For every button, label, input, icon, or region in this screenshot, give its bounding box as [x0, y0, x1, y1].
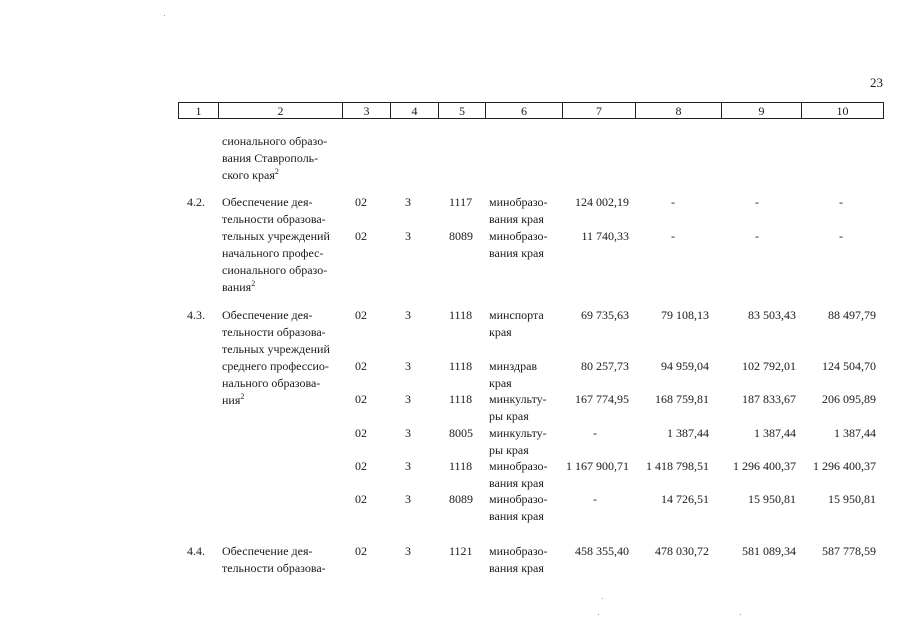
cell-col-8: 168 759,81	[655, 392, 709, 406]
page-number: 23	[870, 75, 883, 90]
cell-col-6	[489, 458, 569, 492]
cell-col-6	[489, 543, 569, 577]
cell-col-9: 102 792,01	[742, 359, 796, 373]
cell-col-10: 587 778,59	[822, 544, 876, 558]
cell-col-3: 02	[355, 544, 367, 558]
cell-col-9: 581 089,34	[742, 544, 796, 558]
cell-col-5: 1118	[449, 459, 473, 473]
dept-line: вания края	[489, 561, 544, 575]
cell-col-7: 11 740,33	[581, 229, 629, 243]
dept-line: минобразо-	[489, 492, 548, 506]
cell-col-7: 124 002,19	[575, 195, 629, 209]
scan-speck	[164, 15, 165, 16]
text-line: тельных учреждений	[222, 229, 330, 243]
section-number: 4.4.	[187, 544, 205, 558]
text-line: ского края$^2$	[222, 167, 279, 182]
text-line: Обеспечение дея-	[222, 195, 313, 209]
cell-col-6	[489, 307, 569, 341]
dept-line: минобразо-	[489, 459, 548, 473]
dept-line: минкульту-	[489, 392, 547, 406]
dept-line: ры края	[489, 409, 529, 423]
cell-col-8: 79 108,13	[661, 308, 709, 322]
cell-col-5: 8089	[449, 229, 473, 243]
cell-col-9: 187 833,67	[742, 392, 796, 406]
cell-col-10: 206 095,89	[822, 392, 876, 406]
cell-col-6	[489, 358, 569, 392]
cell-col-7: -	[593, 492, 597, 506]
dept-line: минобразо-	[489, 229, 548, 243]
cell-col-10: 1 387,44	[834, 426, 876, 440]
text-line: вания$^2$	[222, 279, 256, 294]
cell-col-5: 1117	[449, 195, 473, 209]
text-line: вания Ставрополь-	[222, 151, 319, 165]
header-col-2: 2	[219, 103, 343, 119]
header-col-5: 5	[439, 103, 486, 119]
cell-col-7: 167 774,95	[575, 392, 629, 406]
cell-col-4: 3	[405, 544, 411, 558]
text-line: Обеспечение дея-	[222, 308, 313, 322]
cell-col-6	[489, 194, 569, 228]
cell-col-3: 02	[355, 359, 367, 373]
cell-col-10: 15 950,81	[828, 492, 876, 506]
cell-col-8: 1 387,44	[667, 426, 709, 440]
dept-line: минспорта	[489, 308, 544, 322]
cell-col-7: 458 355,40	[575, 544, 629, 558]
section-number: 4.2.	[187, 195, 205, 209]
cell-col-8: -	[671, 195, 675, 209]
scan-speck	[598, 614, 599, 615]
cell-col-4: 3	[405, 195, 411, 209]
dept-line: вания края	[489, 476, 544, 490]
cell-col-9: 83 503,43	[748, 308, 796, 322]
dept-line: вания края	[489, 212, 544, 226]
cell-col-8: 94 959,04	[661, 359, 709, 373]
cell-col-7: -	[593, 426, 597, 440]
cell-col-9: 15 950,81	[748, 492, 796, 506]
dept-line: вания края	[489, 509, 544, 523]
header-col-6: 6	[486, 103, 563, 119]
dept-line: края	[489, 376, 512, 390]
cell-col-8: 1 418 798,51	[646, 459, 709, 473]
cell-col-3: 02	[355, 308, 367, 322]
cell-col-6	[489, 228, 569, 262]
dept-line: минобразо-	[489, 544, 548, 558]
cell-col-5: 1118	[449, 359, 473, 373]
section-description	[222, 307, 340, 409]
text-line: ния$^2$	[222, 392, 245, 407]
dept-line: минобразо-	[489, 195, 548, 209]
cell-col-4: 3	[405, 392, 411, 406]
section-description	[222, 543, 340, 577]
cell-col-10: -	[839, 229, 843, 243]
header-col-9: 9	[722, 103, 802, 119]
cell-col-5: 1121	[449, 544, 473, 558]
text-line: нального образова-	[222, 376, 321, 390]
cell-col-4: 3	[405, 359, 411, 373]
cell-col-3: 02	[355, 392, 367, 406]
cell-col-10: 124 504,70	[822, 359, 876, 373]
cell-col-7: 69 735,63	[581, 308, 629, 322]
cell-col-4: 3	[405, 459, 411, 473]
cell-col-7: 1 167 900,71	[566, 459, 629, 473]
cell-col-5: 1118	[449, 308, 473, 322]
cell-col-4: 3	[405, 492, 411, 506]
text-line: начального профес-	[222, 246, 324, 260]
cell-col-10: -	[839, 195, 843, 209]
header-col-8: 8	[636, 103, 722, 119]
dept-line: ры края	[489, 443, 529, 457]
cell-col-4: 3	[405, 426, 411, 440]
column-number-header	[178, 102, 884, 119]
cell-col-10: 1 296 400,37	[813, 459, 876, 473]
cell-col-3: 02	[355, 195, 367, 209]
header-col-10: 10	[802, 103, 884, 119]
cell-col-9: -	[755, 229, 759, 243]
text-line: тельных учреждений	[222, 342, 330, 356]
cell-col-5: 8089	[449, 492, 473, 506]
section-description	[222, 194, 340, 296]
cell-col-8: 14 726,51	[661, 492, 709, 506]
cell-col-8: -	[671, 229, 675, 243]
cell-col-6	[489, 491, 569, 525]
cell-col-6	[489, 391, 569, 425]
header-col-3: 3	[343, 103, 391, 119]
cell-col-9: 1 296 400,37	[733, 459, 796, 473]
header-col-7: 7	[563, 103, 636, 119]
section-number: 4.3.	[187, 308, 205, 322]
text-line: среднего профессио-	[222, 359, 329, 373]
dept-line: вания края	[489, 246, 544, 260]
text-line: тельности образова-	[222, 325, 326, 339]
cell-col-5: 1118	[449, 392, 473, 406]
cell-col-6	[489, 425, 569, 459]
cell-col-3: 02	[355, 426, 367, 440]
cell-col-5: 8005	[449, 426, 473, 440]
text-line: сионального образо-	[222, 263, 328, 277]
header-col-4: 4	[391, 103, 439, 119]
dept-line: минкульту-	[489, 426, 547, 440]
cell-col-3: 02	[355, 459, 367, 473]
text-line: Обеспечение дея-	[222, 544, 313, 558]
cell-col-4: 3	[405, 229, 411, 243]
cell-col-4: 3	[405, 308, 411, 322]
scan-speck	[740, 614, 741, 615]
text-line: тельности образова-	[222, 561, 326, 575]
cell-col-3: 02	[355, 492, 367, 506]
cell-col-9: -	[755, 195, 759, 209]
cell-col-8: 478 030,72	[655, 544, 709, 558]
cell-col-10: 88 497,79	[828, 308, 876, 322]
header-col-1: 1	[179, 103, 219, 119]
dept-line: минздрав	[489, 359, 538, 373]
text-line: сионального образо-	[222, 134, 328, 148]
cell-col-7: 80 257,73	[581, 359, 629, 373]
scan-speck	[602, 598, 603, 599]
text-line: тельности образова-	[222, 212, 326, 226]
dept-line: края	[489, 325, 512, 339]
cell-col-3: 02	[355, 229, 367, 243]
continuation-description	[222, 133, 340, 184]
cell-col-9: 1 387,44	[754, 426, 796, 440]
